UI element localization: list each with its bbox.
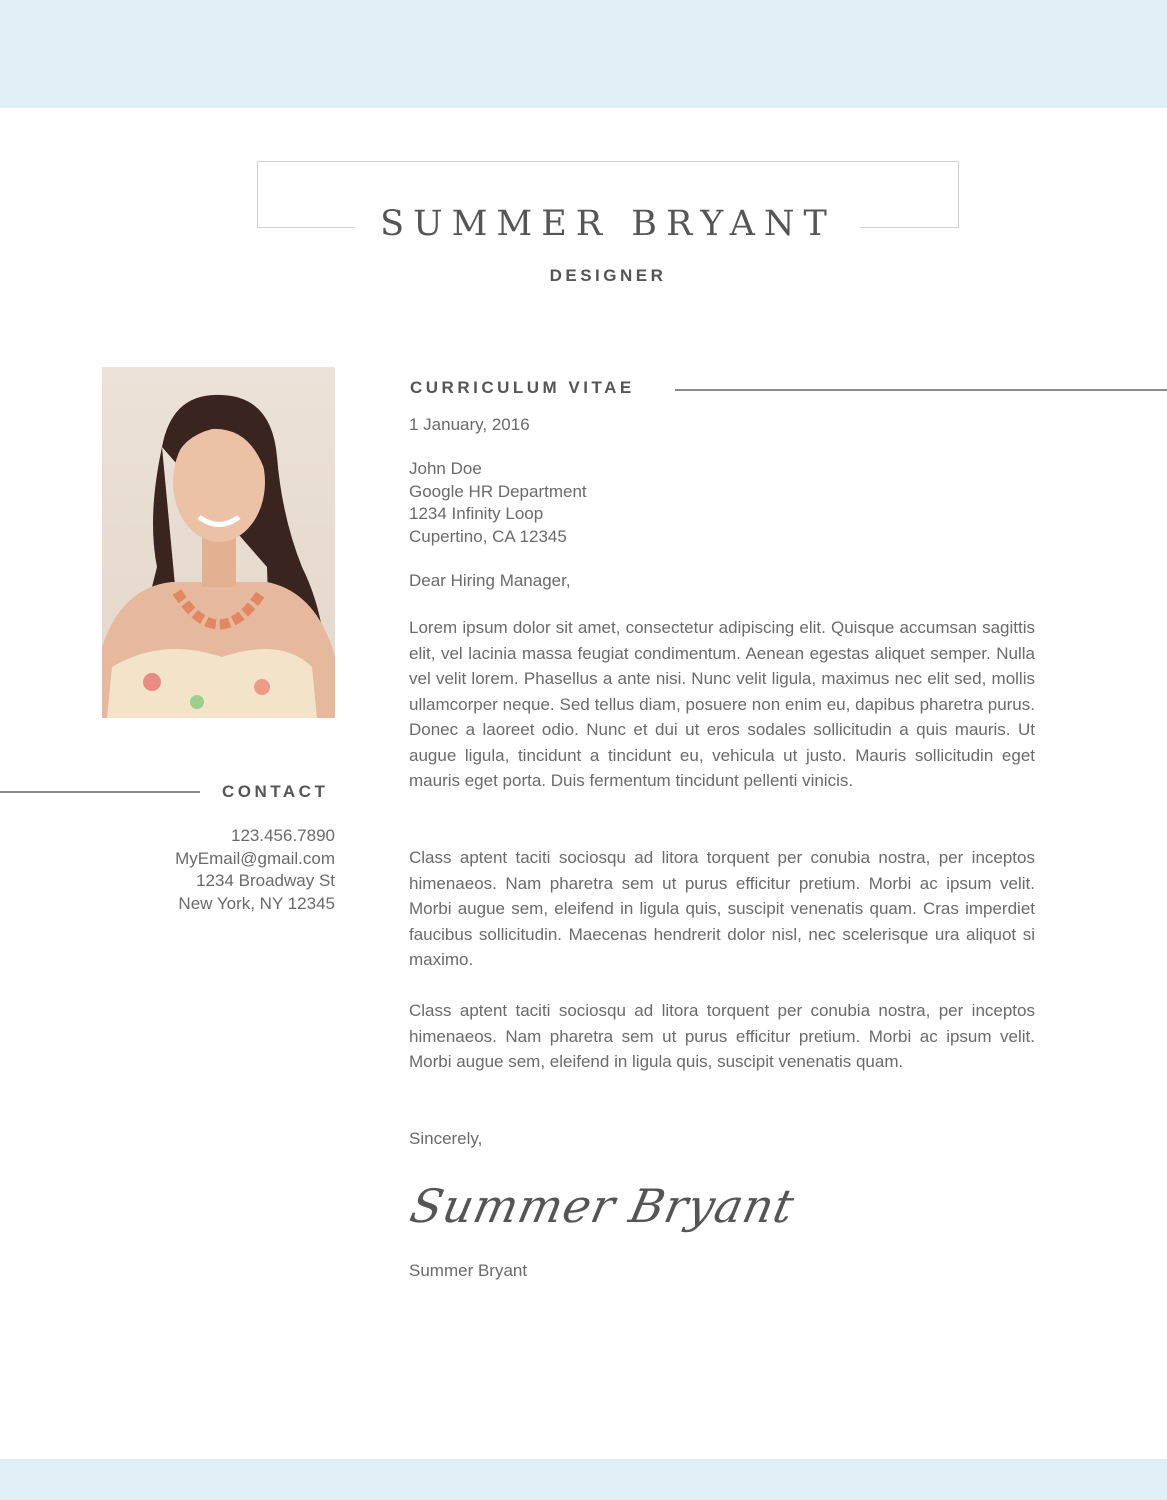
contact-street: 1234 Broadway St xyxy=(196,871,335,890)
signature xyxy=(405,1170,825,1255)
recipient-name: John Doe xyxy=(409,459,482,478)
letter-paragraph: Class aptent taciti sociosqu ad litora torquent per conubia nostra, per inceptos himenaeos. Nam pharetra sem ut purus efficitur pretium. Morbi ac ipsum velit. Morbi augue sem, eleifend in ligula quis, suscipit venenatis quam. xyxy=(409,1001,1035,1071)
contact-city: New York, NY 12345 xyxy=(178,893,335,913)
recipient-block xyxy=(409,458,587,548)
contact-rule xyxy=(0,791,200,793)
svg-text:Summer Bryant: Summer Bryant xyxy=(405,1179,800,1233)
signed-name: Summer Bryant xyxy=(409,1261,528,1280)
recipient-street: 1234 Infinity Loop xyxy=(409,504,544,523)
letter-date: 1 January, 2016 xyxy=(409,415,530,434)
contact-block xyxy=(100,825,335,915)
bottom-band xyxy=(0,1459,1167,1500)
applicant-role: DESIGNER xyxy=(549,266,667,285)
section-title: CURRICULUM VITAE xyxy=(410,378,635,397)
contact-title: CONTACT xyxy=(222,782,329,801)
letter-paragraph: Class aptent taciti sociosqu ad litora torquent per conubia nostra, per inceptos himenaeos. Nam pharetra sem ut purus efficitur pretium. Morbi ac ipsum velit. Morbi augue sem, eleifend in ligula quis, suscipit venenatis quam. Cras imperdiet faucibus sollicitudin. Maecenas hendrerit dolor nisl, nec scelerisque ura aliquot si maximo. xyxy=(409,848,1035,969)
profile-photo xyxy=(102,367,335,718)
recipient-city: Cupertino, CA 12345 xyxy=(409,526,567,546)
recipient-department: Google HR Department xyxy=(409,481,587,501)
section-rule xyxy=(675,389,1167,391)
salutation: Dear Hiring Manager, xyxy=(409,571,571,590)
contact-email[interactable]: MyEmail@gmail.com xyxy=(175,848,335,868)
closing: Sincerely, xyxy=(409,1129,483,1148)
letter-paragraph: Lorem ipsum dolor sit amet, consectetur adipiscing elit. Quisque accumsan sagittis elit, vel lacinia massa feugiat condimentum. Aenean egestas aliquet semper. Nulla vel velit lorem. Phasellus a ante nisi. Nunc velit ligula, maximus nec elit sed, mollis ullamcorper neque. Sed tellus diam, posuere non enim eu, dapibus pharetra purus. Donec a laoreet odio. Nunc et dui ut eros sodales sollicitudin a quis mauris. Ut augue ligula, tincidunt a tincidunt eu, vehicula ut justo. Mauris sollicitudin eget mauris eget porta. Duis fermentum tincidunt pellenti vinicis. xyxy=(409,618,1035,790)
applicant-name: SUMMER BRYANT xyxy=(380,204,836,244)
contact-phone: 123.456.7890 xyxy=(231,826,335,845)
top-band xyxy=(0,0,1167,108)
